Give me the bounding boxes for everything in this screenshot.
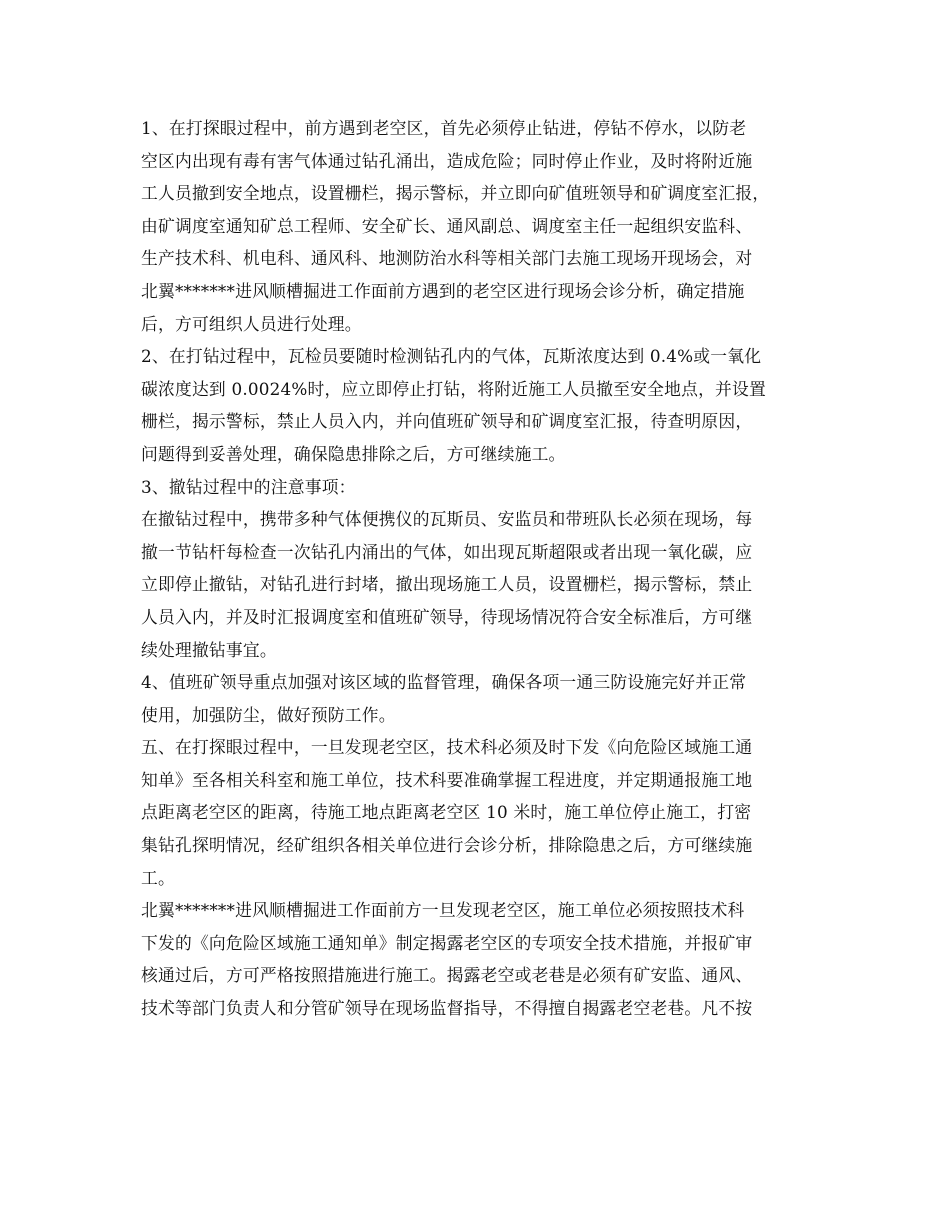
document-body xyxy=(141,112,825,1025)
text-line: 2、在打钻过程中，瓦检员要随时检测钻孔内的气体，瓦斯浓度达到 0.4%或一氧化 xyxy=(141,346,762,367)
text-line: 生产技术科、机电科、通风科、地测防治水科等相关部门去施工现场开现场会，对 xyxy=(141,248,753,269)
text-line: 在撤钻过程中，携带多种气体便携仪的瓦斯员、安监员和带班队长必须在现场，每 xyxy=(141,509,753,530)
text-line: 续处理撤钻事宜。 xyxy=(141,639,277,660)
text-line: 北翼*******进风顺槽掘进工作面前方遇到的老空区进行现场会诊分析，确定措施 xyxy=(141,280,745,301)
text-line: 下发的《向危险区域施工通知单》制定揭露老空区的专项安全技术措施，并报矿审 xyxy=(141,932,753,953)
text-line: 知单》至各相关科室和施工单位，技术科要准确掌握工程进度，并定期通报施工地 xyxy=(141,769,753,790)
text-line: 北翼*******进风顺槽掘进工作面前方一旦发现老空区，施工单位必须按照技术科 xyxy=(141,900,745,921)
text-line: 4、值班矿领导重点加强对该区域的监督管理，确保各项一通三防设施完好并正常 xyxy=(141,672,747,693)
text-line: 集钻孔探明情况，经矿组织各相关单位进行会诊分析，排除隐患之后，方可继续施 xyxy=(141,835,753,856)
text-line: 核通过后，方可严格按照措施进行施工。揭露老空或老巷是必须有矿安监、通风、 xyxy=(141,965,753,986)
text-line: 工人员撤到安全地点，设置栅栏，揭示警标，并立即向矿值班领导和矿调度室汇报， xyxy=(141,183,770,204)
text-line: 工。 xyxy=(141,867,175,888)
text-line: 人员入内，并及时汇报调度室和值班矿领导，待现场情况符合安全标准后，方可继 xyxy=(141,606,753,627)
text-line: 碳浓度达到 0.0024%时，应立即停止打钻，将附近施工人员撤至安全地点，并设置 xyxy=(141,378,767,399)
text-line: 空区内出现有毒有害气体通过钻孔涌出，造成危险；同时停止作业，及时将附近施 xyxy=(141,150,753,171)
text-line: 3、撤钻过程中的注意事项： xyxy=(141,476,356,497)
text-line: 使用，加强防尘，做好预防工作。 xyxy=(141,704,396,725)
text-line: 由矿调度室通知矿总工程师、安全矿长、通风副总、调度室主任一起组织安监科、 xyxy=(141,215,753,236)
text-line: 撤一节钻杆每检查一次钻孔内涌出的气体，如出现瓦斯超限或者出现一氧化碳，应 xyxy=(141,541,753,562)
text-line: 栅栏，揭示警标，禁止人员入内，并向值班矿领导和矿调度室汇报，待查明原因， xyxy=(141,411,753,432)
text-line: 立即停止撤钻，对钻孔进行封堵，撤出现场施工人员，设置栅栏，揭示警标，禁止 xyxy=(141,574,753,595)
text-line: 问题得到妥善处理，确保隐患排除之后，方可继续施工。 xyxy=(141,443,566,464)
text-line: 后，方可组织人员进行处理。 xyxy=(141,313,362,334)
text-line: 五、在打探眼过程中，一旦发现老空区，技术科必须及时下发《向危险区域施工通 xyxy=(141,737,753,758)
text-line: 1、在打探眼过程中，前方遇到老空区，首先必须停止钻进，停钻不停水，以防老 xyxy=(141,118,747,138)
text-line: 点距离老空区的距离，待施工地点距离老空区 10 米时，施工单位停止施工，打密 xyxy=(141,802,752,823)
text-line: 技术等部门负责人和分管矿领导在现场监督指导，不得擅自揭露老空老巷。凡不按 xyxy=(141,998,753,1019)
